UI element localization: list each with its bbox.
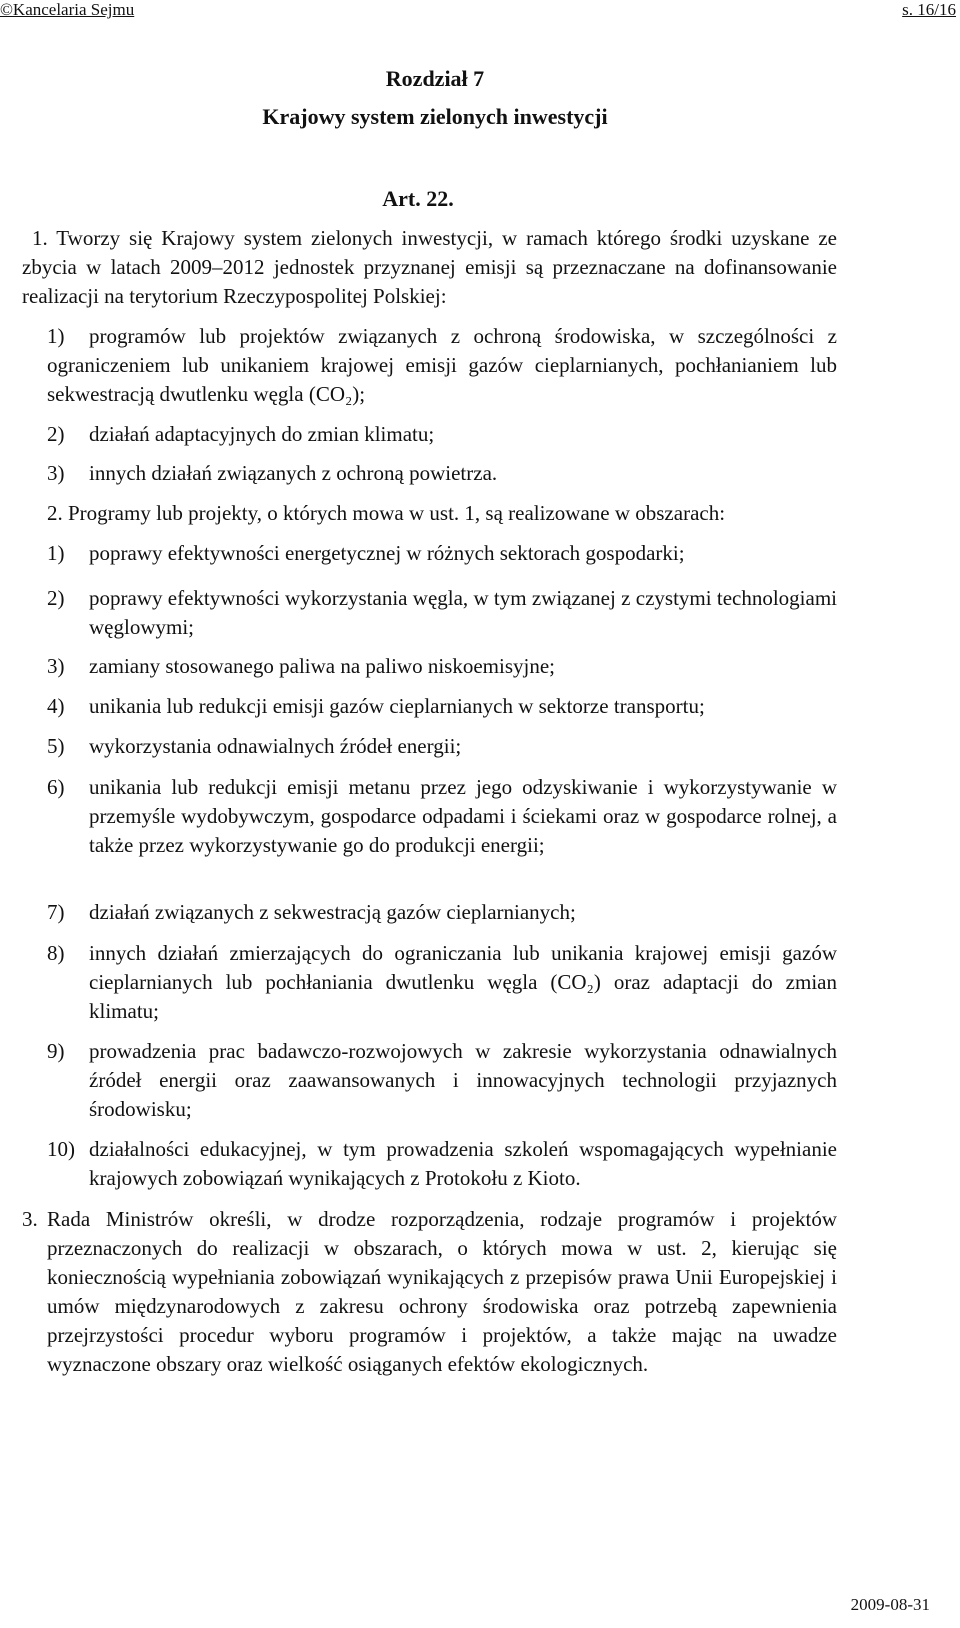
chapter-title: Krajowy system zielonych inwestycji (262, 104, 608, 129)
list-item-number: 7) (47, 900, 65, 924)
paragraph-1: 1. Tworzy się Krajowy system zielonych inwestycji, w ramach którego środki uzyskane ze zbycia w latach 2009–2012 jednostek przyznanej emisji są przeznaczane na dofinansowanie realizacji na terytorium Rzeczypospolitej Polskiej: (22, 226, 837, 308)
list-item-number: 3) (47, 461, 65, 485)
paragraph-2: 2. Programy lub projekty, o których mowa w ust. 1, są realizowane w obszarach: (47, 501, 726, 525)
paragraph-3-text: Rada Ministrów określi, w drodze rozporządzenia, rodzaje programów i projektów przeznaczonych do realizacji w obszarach, o których mowa w ust. 2, kierując się koniecznością wypełniania zobowiązań wynikających z przepisów prawa Unii Europejskiej i umów międzynarodowych z zakresu ochrony środowiska oraz potrzebą zapewnienia przejrzystości procedur wyboru programów i projektów, a także mając na uwadze wyznaczone obszary oraz wielkość osiąganych efektów ekologicznych. (47, 1207, 837, 1376)
list-item-text: unikania lub redukcji emisji gazów cieplarnianych w sektorze transportu; (89, 694, 705, 718)
footer-date: 2009-08-31 (850, 1595, 930, 1614)
list-item (47, 322, 837, 412)
list-item-text: wykorzystania odnawialnych źródeł energii; (89, 734, 462, 758)
list-item-text: poprawy efektywności wykorzystania węgla, w tym związanej z czystymi technologiami węglowymi; (89, 586, 837, 639)
list-item-text: unikania lub redukcji emisji metanu przez jego odzyskiwanie i wykorzystywanie w przemyśle wydobywczym, gospodarce odpadami i ściekami oraz w gospodarce rolnej, a także przez wykorzystywanie go do produkcji energii; (89, 775, 837, 857)
paragraph-3-number: 3. (22, 1207, 38, 1231)
list-item-text: innych działań związanych z ochroną powietrza. (89, 461, 498, 485)
header-copyright: ©Kancelaria Sejmu (0, 0, 135, 19)
list-item-text: działań związanych z sekwestracją gazów cieplarnianych; (89, 900, 576, 924)
list-item-text: innych działań zmierzających do ograniczania lub unikania krajowej emisji gazów cieplarnianych lub pochłaniania dwutlenku węgla (CO₂) oraz adaptacji do zmian klimatu; (89, 941, 837, 1023)
list-item-text: prowadzenia prac badawczo-rozwojowych w zakresie wykorzystania odnawialnych źródeł energii oraz zaawansowanych i innowacyjnych technologii przyjaznych środowisku; (89, 1039, 837, 1121)
list-item-number: 4) (47, 694, 65, 718)
list-item-text: programów lub projektów związanych z ochroną środowiska, w szczególności z ograniczeniem lub unikaniem krajowej emisji gazów cieplarnianych, pochłanianiem lub sekwestracją dwutlenku węgla (CO₂); (47, 324, 837, 406)
list-item-text: działań adaptacyjnych do zmian klimatu; (89, 422, 435, 446)
list-item-number: 2) (47, 586, 65, 610)
list-item-number: 3) (47, 654, 65, 678)
list-item-number: 8) (47, 941, 65, 965)
chapter-number: Rozdział 7 (385, 66, 485, 91)
list-item-number: 5) (47, 734, 65, 758)
list-item-text: działalności edukacyjnej, w tym prowadzenia szkoleń wspomagających wypełnianie krajowych zobowiązań wynikających z Protokołu z Kioto. (89, 1137, 837, 1190)
article-number: Art. 22. (382, 186, 454, 211)
list-item-number: 9) (47, 1039, 65, 1063)
header-page-number: s. 16/16 (902, 0, 956, 19)
list-item-text: zamiany stosowanego paliwa na paliwo niskoemisyjne; (89, 654, 555, 678)
list-item-text: poprawy efektywności energetycznej w różnych sektorach gospodarki; (89, 541, 685, 565)
list-item-number: 1) (47, 324, 65, 348)
list-item-number: 2) (47, 422, 65, 446)
list-item-number: 1) (47, 541, 65, 565)
list-item-number: 10) (47, 1137, 75, 1161)
list-item-number: 6) (47, 775, 65, 799)
